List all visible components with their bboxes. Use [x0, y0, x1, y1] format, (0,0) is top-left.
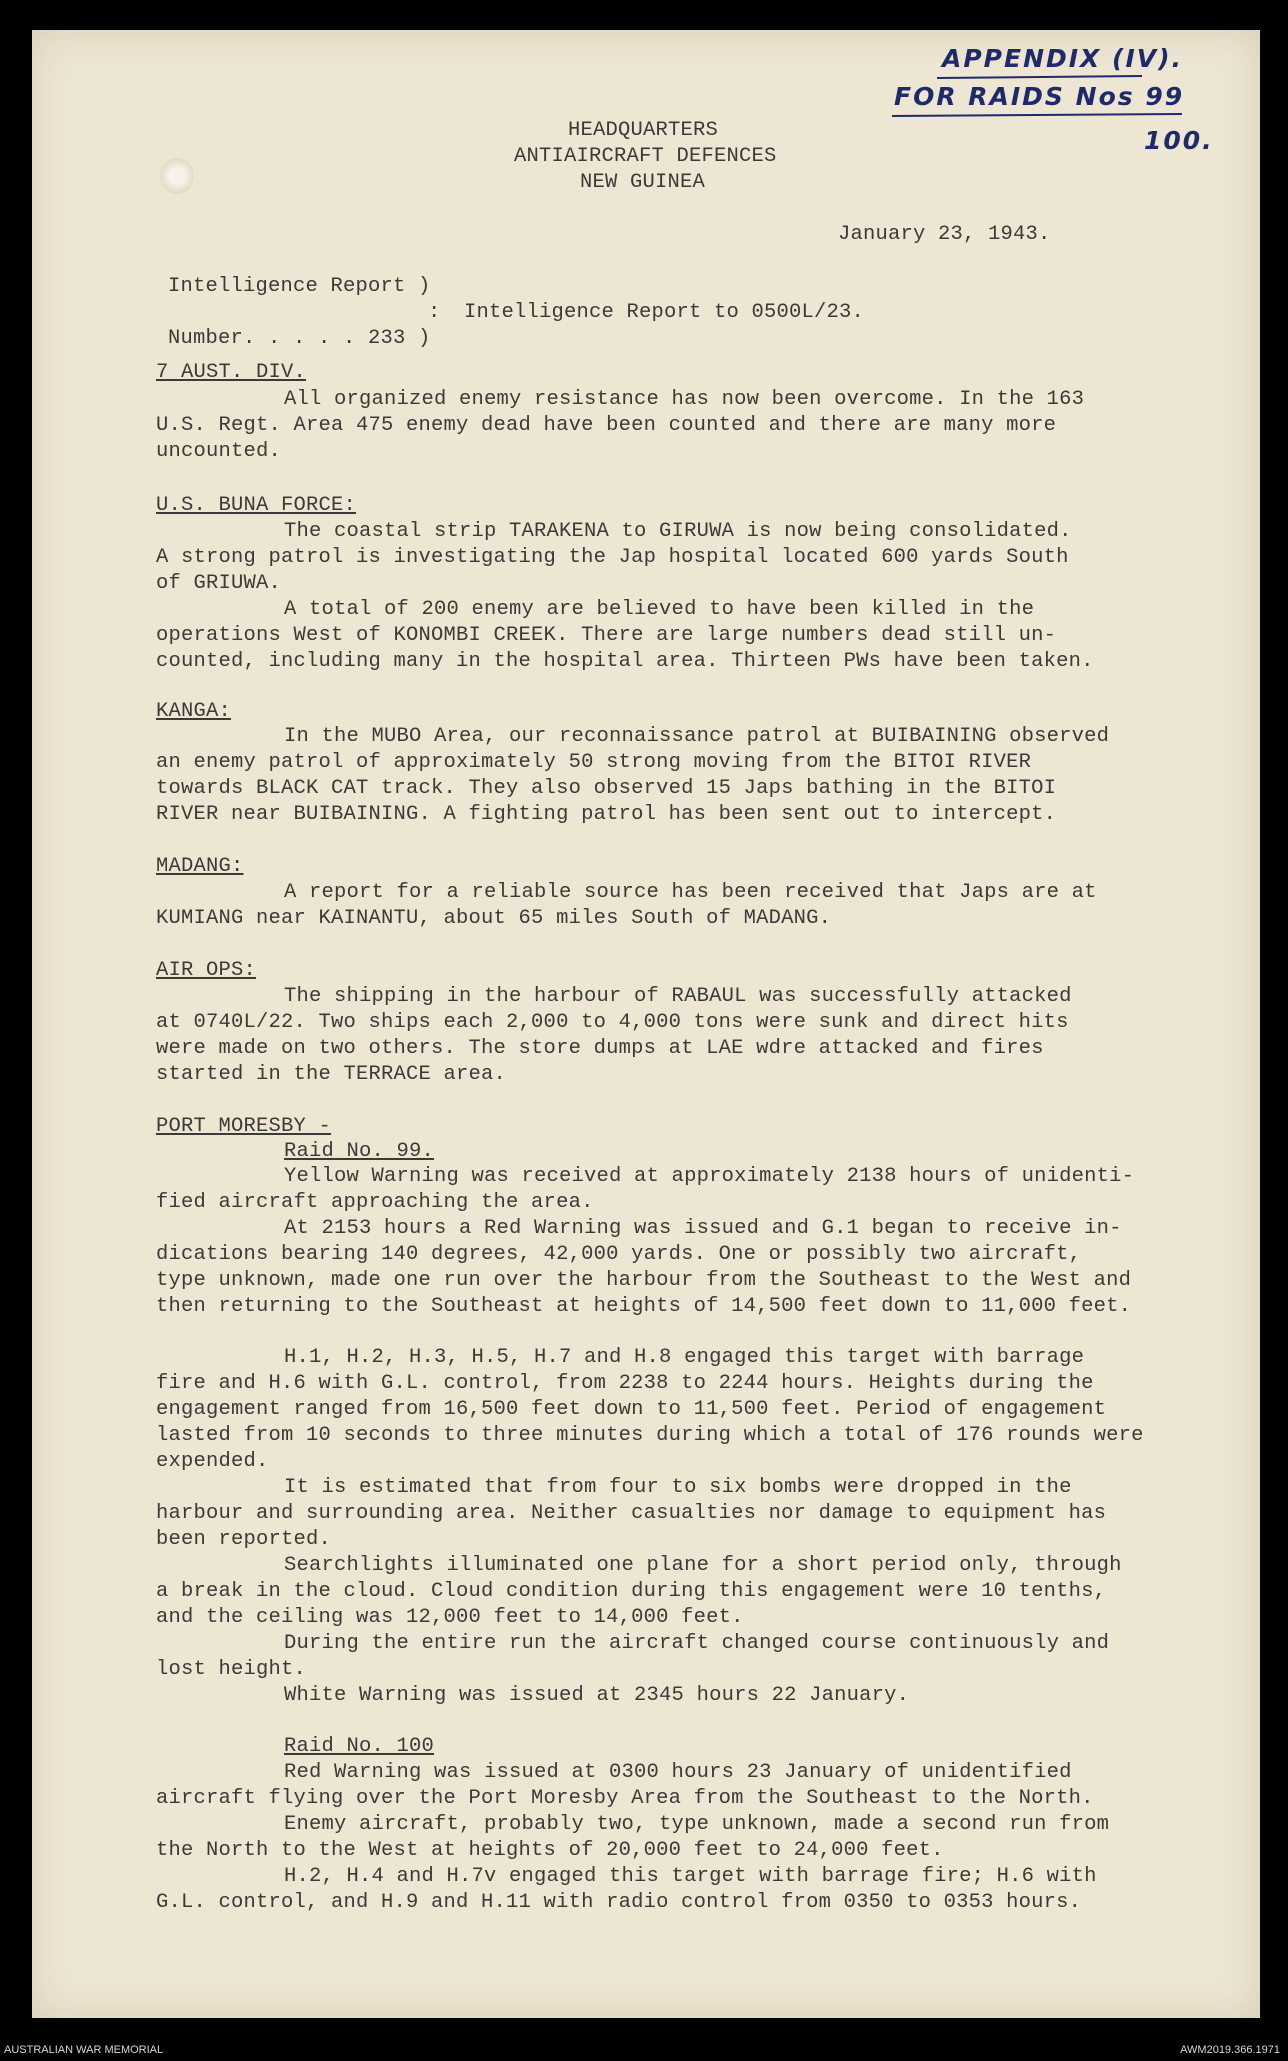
report-line: harbour and surrounding area. Neither casualties nor damage to equipment has: [156, 1502, 1107, 1525]
report-line: the North to the West at heights of 20,000 feet to 24,000 feet.: [156, 1839, 944, 1862]
report-line: were made on two others. The store dumps at LAE wdre attacked and fires: [156, 1037, 1044, 1060]
report-label: Intelligence Report ): [168, 275, 431, 298]
handwritten-appendix: APPENDIX (IV).: [942, 44, 1184, 73]
report-line: In the MUBO Area, our reconnaissance patrol at BUIBAINING observed: [284, 725, 1110, 748]
section-heading: Raid No. 100: [284, 1735, 435, 1758]
report-line: expended.: [156, 1450, 269, 1473]
report-line: lasted from 10 seconds to three minutes during which a total of 176 rounds were: [156, 1424, 1144, 1447]
handwritten-raids: FOR RAIDS Nos 99: [894, 82, 1185, 111]
report-line: The coastal strip TARAKENA to GIRUWA is now being consolidated.: [284, 520, 1072, 543]
report-line: uncounted.: [156, 440, 282, 463]
section-heading: KANGA:: [156, 700, 232, 723]
report-line: and the ceiling was 12,000 feet to 14,000 feet.: [156, 1606, 744, 1629]
report-line: It is estimated that from four to six bombs were dropped in the: [284, 1476, 1072, 1499]
report-line: of GRIUWA.: [156, 572, 282, 595]
report-line: H.2, H.4 and H.7v engaged this target with barrage fire; H.6 with: [284, 1865, 1097, 1888]
report-line: KUMIANG near KAINANTU, about 65 miles South of MADANG.: [156, 907, 832, 930]
section-heading: PORT MORESBY -: [156, 1115, 332, 1138]
report-line: RIVER near BUIBAINING. A fighting patrol has been sent out to intercept.: [156, 803, 1057, 826]
section-heading: Raid No. 99.: [284, 1140, 435, 1163]
report-line: a break in the cloud. Cloud condition during this engagement were 10 tenths,: [156, 1580, 1107, 1603]
report-line: an enemy patrol of approximately 50 strong moving from the BITOI RIVER: [156, 751, 1032, 774]
header-line-2: ANTIAIRCRAFT DEFENCES: [514, 145, 777, 168]
report-line: G.L. control, and H.9 and H.11 with radio control from 0350 to 0353 hours.: [156, 1891, 1082, 1914]
report-line: engagement ranged from 16,500 feet down to 11,500 feet. Period of engagement: [156, 1398, 1107, 1421]
header-line-3: NEW GUINEA: [580, 171, 706, 194]
document-page: [32, 30, 1260, 2018]
section-heading: 7 AUST. DIV.: [156, 361, 307, 384]
footer-credit: AUSTRALIAN WAR MEMORIAL: [4, 2044, 164, 2056]
report-line: started in the TERRACE area.: [156, 1063, 507, 1086]
report-line: A total of 200 enemy are believed to have been killed in the: [284, 598, 1035, 621]
report-line: Red Warning was issued at 0300 hours 23 January of unidentified: [284, 1761, 1072, 1784]
document-date: January 23, 1943.: [838, 223, 1051, 246]
report-number: Number. . . . . 233 ): [168, 327, 431, 350]
report-line: fire and H.6 with G.L. control, from 2238 to 2244 hours. Heights during the: [156, 1372, 1094, 1395]
section-heading: U.S. BUNA FORCE:: [156, 494, 357, 517]
report-line: H.1, H.2, H.3, H.5, H.7 and H.8 engaged this target with barrage: [284, 1346, 1085, 1369]
report-line: dications bearing 140 degrees, 42,000 yards. One or possibly two aircraft,: [156, 1243, 1082, 1266]
report-line: counted, including many in the hospital area. Thirteen PWs have been taken.: [156, 650, 1094, 673]
section-heading: MADANG:: [156, 855, 244, 878]
report-line: A strong patrol is investigating the Jap hospital located 600 yards South: [156, 546, 1069, 569]
report-line: U.S. Regt. Area 475 enemy dead have been counted and there are many more: [156, 414, 1057, 437]
report-line: White Warning was issued at 2345 hours 22 January.: [284, 1684, 910, 1707]
report-line: been reported.: [156, 1528, 332, 1551]
report-line: then returning to the Southeast at heights of 14,500 feet down to 11,000 feet.: [156, 1295, 1132, 1318]
report-line: operations West of KONOMBI CREEK. There are large numbers dead still un-: [156, 624, 1057, 647]
report-line: The shipping in the harbour of RABAUL was successfully attacked: [284, 985, 1072, 1008]
report-colon: :: [428, 301, 441, 324]
footer-accession: AWM2019.366.1971: [1180, 2044, 1280, 2056]
report-line: fied aircraft approaching the area.: [156, 1191, 594, 1214]
report-title: Intelligence Report to 0500L/23.: [464, 301, 865, 324]
report-line: All organized enemy resistance has now been overcome. In the 163: [284, 388, 1085, 411]
report-line: at 0740L/22. Two ships each 2,000 to 4,000 tons were sunk and direct hits: [156, 1011, 1069, 1034]
header-line-1: HEADQUARTERS: [568, 119, 719, 142]
report-line: At 2153 hours a Red Warning was issued and G.1 began to receive in-: [284, 1217, 1122, 1240]
report-line: towards BLACK CAT track. They also observed 15 Japs bathing in the BITOI: [156, 777, 1057, 800]
report-line: Enemy aircraft, probably two, type unknown, made a second run from: [284, 1813, 1110, 1836]
report-line: type unknown, made one run over the harbour from the Southeast to the West and: [156, 1269, 1132, 1292]
handwritten-100: 100.: [1144, 126, 1214, 155]
section-heading: AIR OPS:: [156, 959, 257, 982]
report-line: During the entire run the aircraft changed course continuously and: [284, 1632, 1110, 1655]
report-line: Yellow Warning was received at approximately 2138 hours of unidenti-: [284, 1165, 1135, 1188]
report-line: A report for a reliable source has been received that Japs are at: [284, 881, 1097, 904]
report-line: aircraft flying over the Port Moresby Area from the Southeast to the North.: [156, 1787, 1094, 1810]
report-line: Searchlights illuminated one plane for a short period only, through: [284, 1554, 1122, 1577]
report-line: lost height.: [156, 1658, 307, 1681]
